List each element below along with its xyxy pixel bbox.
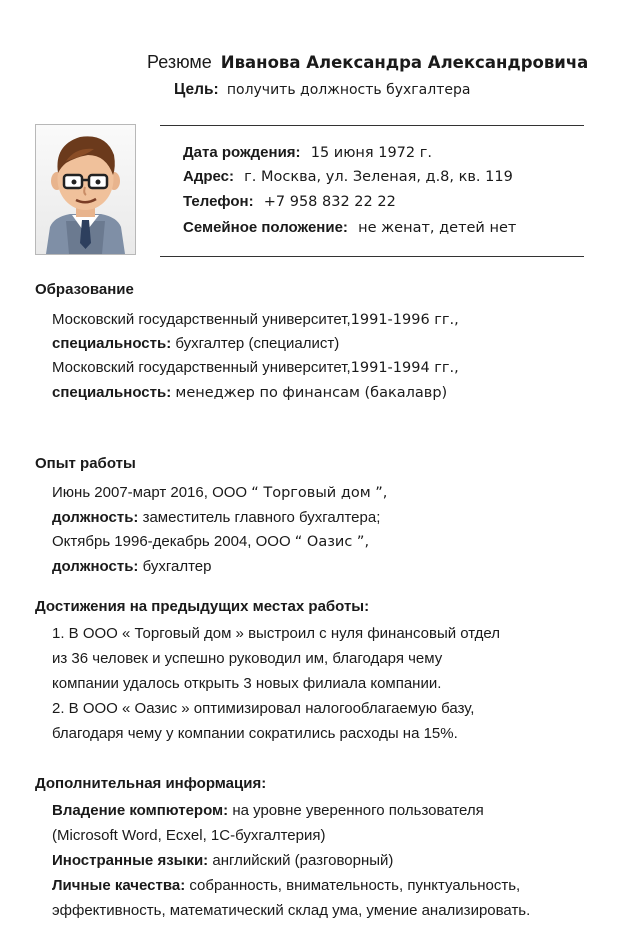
experience-heading: Опыт работы — [35, 455, 136, 472]
experience-item-2 — [52, 533, 369, 550]
position-value: заместитель главного бухгалтера; — [142, 509, 381, 526]
phone-row — [183, 193, 396, 210]
languages-row — [52, 852, 393, 869]
period: Октябрь 1996-декабрь 2004, ООО — [52, 533, 291, 550]
experience-item-1 — [52, 484, 387, 501]
full-name: Иванова Александра Александровича — [220, 53, 589, 72]
education-spec-2 — [52, 384, 447, 401]
experience-position-1 — [52, 509, 380, 526]
cartoon-man-avatar-icon — [36, 125, 135, 254]
marital-row — [183, 219, 516, 236]
institution: Московский государственный университет, — [52, 311, 351, 328]
birth-value: 15 июня 1972 г. — [310, 145, 432, 161]
goal-value: получить должность бухгалтера — [226, 82, 471, 98]
top-divider — [160, 125, 584, 126]
marital-value: не женат, детей нет — [358, 220, 517, 236]
address-row — [183, 168, 513, 185]
experience-position-2 — [52, 558, 211, 575]
institution: Московский государственный университет, — [52, 359, 351, 376]
qualities-row-2: эффективность, математический склад ума, умение анализировать. — [52, 902, 531, 919]
spec-value: менеджер по финансам (бакалавр) — [175, 385, 448, 401]
computer-row — [52, 802, 484, 819]
achievement-line: компании удалось открыть 3 новых филиала компании. — [52, 675, 442, 692]
achievement-line: из 36 человек и успешно руководил им, благодаря чему — [52, 650, 443, 667]
company: “ Оазис ”, — [294, 534, 370, 550]
position-value: бухгалтер — [142, 558, 212, 575]
spec-value: бухгалтер (специалист) — [175, 335, 340, 352]
years: 1991-1994 гг., — [350, 360, 459, 376]
resume-title — [147, 52, 588, 73]
computer-value: на уровне уверенного пользователя — [232, 802, 484, 819]
birth-row — [183, 144, 432, 161]
achievements-heading: Достижения на предыдущих местах работы: — [35, 598, 370, 615]
goal-label: Цель: — [174, 81, 219, 98]
languages-value: английский (разговорный) — [212, 852, 394, 869]
qualities-row — [52, 877, 520, 894]
education-item-2 — [52, 359, 459, 376]
period: Июнь 2007-март 2016, ООО — [52, 484, 248, 501]
achievement-line: 1. В ООО « Торговый дом » выстроил с нуля финансовый отдел — [52, 625, 501, 642]
achievement-line: благодаря чему у компании сократились расходы на 15%. — [52, 725, 458, 742]
position-label: должность: — [52, 558, 139, 575]
computer-label: Владение компютером: — [52, 802, 229, 819]
spec-label: специальность: — [52, 384, 172, 401]
phone-label: Телефон: — [183, 193, 254, 210]
address-value: г. Москва, ул. Зеленая, д.8, кв. 119 — [244, 169, 513, 185]
additional-heading: Дополнительная информация: — [35, 775, 267, 792]
marital-label: Семейное положение: — [183, 219, 348, 236]
birth-label: Дата рождения: — [183, 144, 301, 161]
education-heading: Образование — [35, 281, 134, 298]
resume-word: Резюме — [147, 52, 212, 72]
computer-row-2: (Microsoft Word, Ecxel, 1С-бухгалтерия) — [52, 827, 326, 844]
spec-label: специальность: — [52, 335, 172, 352]
phone-value: +7 958 832 22 22 — [263, 194, 396, 210]
address-label: Адрес: — [183, 168, 234, 185]
position-label: должность: — [52, 509, 139, 526]
goal-line — [174, 81, 470, 99]
languages-label: Иностранные языки: — [52, 852, 209, 869]
qualities-value: собранность, внимательность, пунктуальность, — [189, 877, 521, 894]
years: 1991-1996 гг., — [350, 312, 459, 328]
company: “ Торговый дом ”, — [251, 485, 388, 501]
avatar — [35, 124, 136, 255]
education-item-1 — [52, 311, 459, 328]
bottom-divider — [160, 256, 584, 257]
education-spec-1 — [52, 335, 339, 352]
achievement-line: 2. В ООО « Оазис » оптимизировал налогооблагаемую базу, — [52, 700, 475, 717]
qualities-label: Личные качества: — [52, 877, 186, 894]
